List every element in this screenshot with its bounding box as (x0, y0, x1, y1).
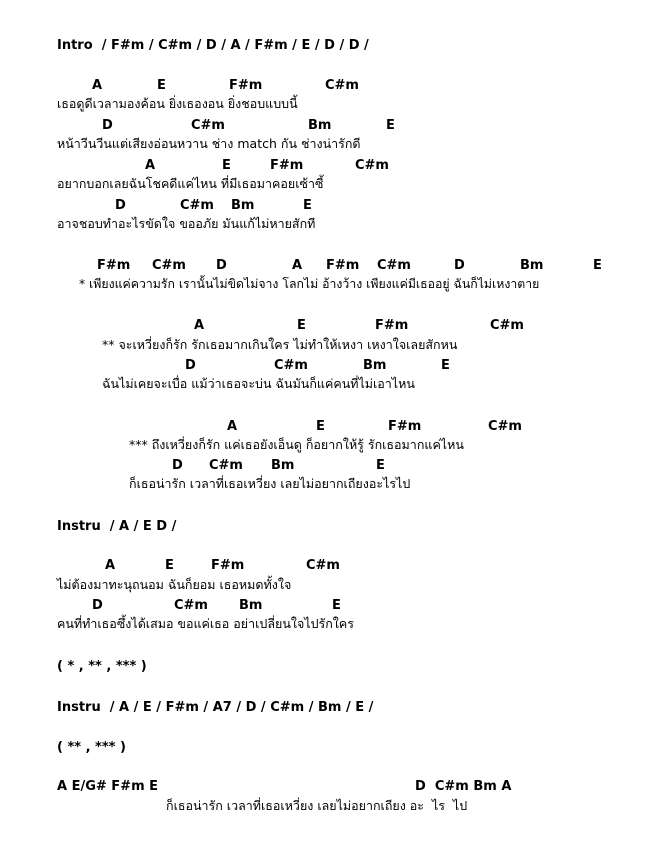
chord: F#m (211, 558, 245, 573)
chord: F#m (229, 78, 263, 93)
chord: D (115, 198, 126, 213)
chord-group: A E/G# F#m E (57, 779, 159, 794)
chord: Bm (231, 198, 255, 213)
chord: C#m (490, 318, 524, 333)
instru-line: Instru / A / E / F#m / A7 / D / C#m / Bm / E / (57, 700, 374, 715)
chord: Bm (363, 358, 387, 373)
chord: Bm (271, 458, 295, 473)
chord: C#m (306, 558, 340, 573)
intro-line: Intro / F#m / C#m / D / A / F#m / E / D / D / (57, 38, 369, 53)
chord: C#m (325, 78, 359, 93)
lyric-line: ก็เธอน่ารัก เวลาที่เธอเหวี่ยง เลยไม่อยากเถียง อะ ไร ไป (166, 798, 468, 813)
chord: C#m (274, 358, 308, 373)
chord: A (194, 318, 205, 333)
chord: E (316, 419, 325, 434)
chord: Bm (239, 598, 263, 613)
lyric-line: *** ถึงเหวี่ยงก็รัก แค่เธอยังเอ็นดู ก็อยากให้รู้ รักเธอมากแค่ไหน (129, 437, 464, 452)
chord: E (386, 118, 395, 133)
chord: C#m (180, 198, 214, 213)
chord: A (227, 419, 238, 434)
chord: D (185, 358, 196, 373)
chord: A (92, 78, 103, 93)
chord: F#m (270, 158, 304, 173)
chord: F#m (375, 318, 409, 333)
chord: D (172, 458, 183, 473)
instru-line: Instru / A / E D / (57, 519, 177, 534)
chord: C#m (152, 258, 186, 273)
lyric-line: ฉันไม่เคยจะเบื่อ แม้ว่าเธอจะบ่น ฉันมันก็แค่คนที่ไม่เอาไหน (102, 376, 415, 391)
chord: E (297, 318, 306, 333)
chord: C#m (355, 158, 389, 173)
lyric-line: * เพียงแค่ความรัก เรานั้นไม่ขิดไม่จาง โลกไม่ อ้างว้าง เพียงแค่มีเธออยู่ ฉันก็ไม่เหงาตาย (79, 277, 540, 291)
chord: C#m (488, 419, 522, 434)
repeat-line: ( ** , *** ) (57, 740, 126, 755)
lyric-line: ** จะเหวี่ยงก็รัก รักเธอมากเกินใคร ไม่ทำให้เหงา เหงาใจเลยสักหน (102, 337, 458, 352)
chord-group: D C#m Bm A (415, 779, 512, 794)
lyric-line: เธอดูดีเวลามองค้อน ยิ่งเธองอน ยิ่งชอบแบบนี้ (57, 96, 298, 111)
chord: Bm (520, 258, 544, 273)
repeat-line: ( * , ** , *** ) (57, 659, 147, 674)
chord: A (105, 558, 116, 573)
chord: E (157, 78, 166, 93)
chord: F#m (97, 258, 131, 273)
chord: E (222, 158, 231, 173)
chord: E (303, 198, 312, 213)
chord: F#m (326, 258, 360, 273)
lyric-line: อยากบอกเลยฉันโชคดีแค่ไหน ที่มีเธอมาคอยเซ้าซี้ (57, 176, 324, 191)
chord: C#m (174, 598, 208, 613)
chord: D (102, 118, 113, 133)
lyric-line: ไม่ต้องมาทะนุถนอม ฉันก็ยอม เธอหมดทั้งใจ (57, 577, 292, 592)
lyric-line: อาจชอบทำอะไรขัดใจ ขออภัย มันแก้ไม่หายสักที (57, 216, 316, 231)
chord: E (376, 458, 385, 473)
chord: E (165, 558, 174, 573)
chord: Bm (308, 118, 332, 133)
lyric-line: คนที่ทำเธอซึ้งได้เสมอ ขอแค่เธอ อย่าเปลี่ยนใจไปรักใคร (57, 616, 354, 631)
lyric-line: ก็เธอน่ารัก เวลาที่เธอเหวี่ยง เลยไม่อยากเถียงอะไรไป (129, 476, 411, 491)
chord: E (332, 598, 341, 613)
chord: D (454, 258, 465, 273)
chord: C#m (209, 458, 243, 473)
chord: F#m (388, 419, 422, 434)
chord: A (292, 258, 303, 273)
lyric-line: หน้าวีนวีนแต่เสียงอ่อนหวาน ช่าง match กัน ช่างน่ารักดี (57, 136, 361, 151)
chord: A (145, 158, 156, 173)
chord: C#m (191, 118, 225, 133)
chord: D (216, 258, 227, 273)
chord: E (441, 358, 450, 373)
chord: E (593, 258, 602, 273)
chord: C#m (377, 258, 411, 273)
chord: D (92, 598, 103, 613)
